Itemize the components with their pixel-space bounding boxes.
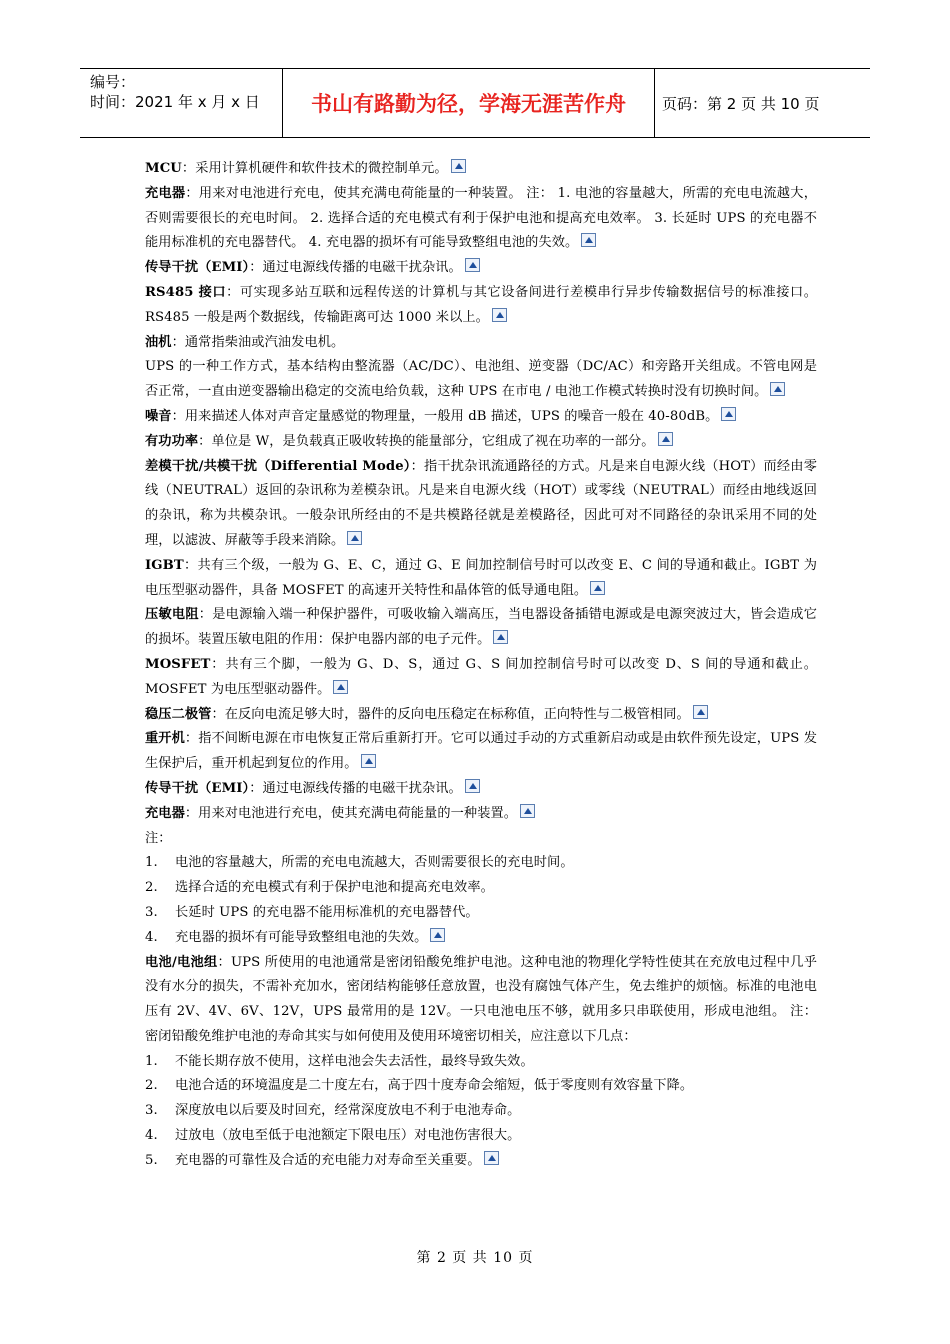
list-item bbox=[145, 1099, 817, 1124]
glossary-entry bbox=[145, 281, 817, 331]
up-arrow-icon[interactable] bbox=[590, 581, 605, 595]
list-number: 1. bbox=[145, 1053, 158, 1069]
glossary-term: RS485 接口 bbox=[145, 284, 227, 300]
up-arrow-icon[interactable] bbox=[658, 432, 673, 446]
list-item bbox=[145, 851, 817, 876]
up-arrow-icon[interactable] bbox=[484, 1151, 499, 1165]
glossary-entry bbox=[145, 653, 817, 703]
list-number: 4. bbox=[145, 1128, 158, 1144]
list-text: 电池的容量越大，所需的充电电流越大，否则需要很长的充电时间。 bbox=[175, 855, 574, 871]
list-text: 充电器的可靠性及合适的充电能力对寿命至关重要。 bbox=[175, 1152, 481, 1168]
list-item bbox=[145, 1050, 817, 1075]
glossary-entry bbox=[145, 331, 817, 356]
glossary-entry bbox=[145, 727, 817, 777]
glossary-entry bbox=[145, 430, 817, 455]
up-arrow-icon[interactable] bbox=[721, 407, 736, 421]
glossary-term: 充电器 bbox=[145, 805, 185, 821]
glossary-term: 传导干扰（EMI） bbox=[145, 260, 250, 276]
up-arrow-icon[interactable] bbox=[770, 382, 785, 396]
document-number-label: 编号： bbox=[90, 73, 136, 91]
list-number: 3. bbox=[145, 904, 158, 920]
glossary-definition: ：用来对电池进行充电，使其充满电荷能量的一种装置。 bbox=[184, 805, 518, 821]
list-text: 过放电（放电至低于电池额定下限电压）对电池伤害很大。 bbox=[175, 1128, 521, 1144]
list-number: 2. bbox=[145, 1078, 158, 1094]
glossary-term: 传导干扰（EMI） bbox=[145, 780, 250, 796]
glossary-entry-battery bbox=[145, 951, 817, 1050]
list-item bbox=[145, 1149, 817, 1174]
glossary-term: 压敏电阻 bbox=[145, 607, 199, 623]
glossary-entry bbox=[145, 355, 817, 405]
list-text: 电池合适的环境温度是二十度左右，高于四十度寿命会缩短，低于零度则有效容量下降。 bbox=[175, 1078, 694, 1094]
up-arrow-icon[interactable] bbox=[465, 258, 480, 272]
header-page-info: 页码：第 2 页 共 10 页 bbox=[662, 94, 820, 113]
list-number: 5. bbox=[145, 1152, 158, 1168]
document-body bbox=[145, 157, 817, 1174]
glossary-entry bbox=[145, 256, 817, 281]
document-date: 时间：2021 年 x 月 x 日 bbox=[90, 93, 260, 111]
glossary-definition: ：通过电源线传播的电磁干扰杂讯。 bbox=[249, 780, 462, 796]
glossary-term: 噪音 bbox=[145, 408, 172, 424]
glossary-entry bbox=[145, 182, 817, 256]
glossary-definition: ：是电源输入端一种保护器件，可吸收输入端高压，当电器设备插错电源或是电源突波过大，皆会造成它的损坏。装置压敏电阻的作用：保护电器内部的电子元件。 bbox=[145, 607, 817, 648]
up-arrow-icon[interactable] bbox=[520, 804, 535, 818]
glossary-term: 重开机 bbox=[145, 731, 185, 747]
header-meta bbox=[80, 69, 283, 137]
up-arrow-icon[interactable] bbox=[465, 779, 480, 793]
list-text: 深度放电以后要及时回充，经常深度放电不利于电池寿命。 bbox=[175, 1103, 521, 1119]
glossary-entry bbox=[145, 554, 817, 604]
glossary-entry bbox=[145, 703, 817, 728]
glossary-definition: ：采用计算机硬件和软件技术的微控制单元。 bbox=[181, 161, 448, 176]
glossary-definition: ：通常指柴油或汽油发电机。 bbox=[171, 334, 345, 350]
glossary-definition: ：指不间断电源在市电恢复正常后重新打开。它可以通过手动的方式重新启动或是由软件预先设定，UPS 发生保护后，重开机起到复位的作用。 bbox=[145, 731, 817, 772]
list-item bbox=[145, 1124, 817, 1149]
up-arrow-icon[interactable] bbox=[451, 159, 466, 173]
page-header bbox=[80, 68, 870, 138]
glossary-term: 电池/电池组 bbox=[145, 954, 218, 970]
up-arrow-icon[interactable] bbox=[333, 680, 348, 694]
glossary-definition: ：共有三个级，一般为 G、E、C，通过 G、E 间加控制信号时可以改变 E、C 间的导通和截止。IGBT 为电压型驱动器件，具备 MOSFET 的高速开关特性和晶体管的低导通电阻。 bbox=[145, 557, 817, 598]
header-motto: 书山有路勤为径，学海无涯苦作舟 bbox=[283, 69, 655, 137]
glossary-definition: ：在反向电流足够大时，器件的反向电压稳定在标称值，正向特性与二极管相同。 bbox=[211, 706, 690, 722]
glossary-term: 差模干扰/共模干扰（Differential Mode） bbox=[145, 458, 411, 474]
up-arrow-icon[interactable] bbox=[347, 531, 362, 545]
glossary-term: 油机 bbox=[145, 334, 172, 350]
glossary-term: 有功功率 bbox=[145, 433, 199, 449]
up-arrow-icon[interactable] bbox=[493, 630, 508, 644]
up-arrow-icon[interactable] bbox=[581, 233, 596, 247]
glossary-definition: UPS 的一种工作方式，基本结构由整流器（AC/DC）、电池组、逆变器（DC/AC）和旁路开关组成。不管电网是否正常，一直由逆变器输出稳定的交流电给负载，这种 UPS 在市电 / 电池工作模式转换时没有切换时间。 bbox=[145, 359, 817, 400]
list-text: 不能长期存放不使用，这样电池会失去活性，最终导致失效。 bbox=[175, 1053, 534, 1069]
glossary-definition: ：可实现多站互联和远程传送的计算机与其它设备间进行差模串行异步传输数据信号的标准接口。RS485 一般是两个数据线，传输距离可达 1000 米以上。 bbox=[145, 284, 817, 325]
list-item bbox=[145, 1074, 817, 1099]
glossary-definition: ：通过电源线传播的电磁干扰杂讯。 bbox=[249, 260, 462, 276]
glossary-entry bbox=[145, 802, 817, 827]
up-arrow-icon[interactable] bbox=[693, 705, 708, 719]
glossary-term: 稳压二极管 bbox=[145, 706, 212, 722]
glossary-term: MOSFET bbox=[145, 656, 211, 672]
list-number: 4. bbox=[145, 929, 158, 945]
glossary-entry bbox=[145, 157, 817, 182]
glossary-term: 充电器 bbox=[145, 185, 186, 201]
glossary-entry bbox=[145, 603, 817, 653]
glossary-definition: ：用来描述人体对声音定量感觉的物理量，一般用 dB 描述，UPS 的噪音一般在 40-80dB。 bbox=[171, 408, 719, 424]
list-number: 3. bbox=[145, 1103, 158, 1119]
list-number: 2. bbox=[145, 880, 158, 896]
page-footer: 第 2 页 共 10 页 bbox=[416, 1250, 534, 1266]
glossary-term: MCU bbox=[145, 161, 182, 176]
list-item bbox=[145, 901, 817, 926]
list-text: 选择合适的充电模式有利于保护电池和提高充电效率。 bbox=[175, 880, 494, 896]
list-text: 充电器的损坏有可能导致整组电池的失效。 bbox=[175, 929, 428, 945]
glossary-definition: ：共有三个脚，一般为 G、D、S，通过 G、S 间加控制信号时可以改变 D、S 间的导通和截止。MOSFET 为电压型驱动器件。 bbox=[145, 656, 817, 697]
up-arrow-icon[interactable] bbox=[430, 928, 445, 942]
list-item bbox=[145, 876, 817, 901]
glossary-entry bbox=[145, 405, 817, 430]
notes-label: 注： bbox=[145, 830, 172, 846]
glossary-definition: ：指干扰杂讯流通路径的方式。凡是来自电源火线（HOT）而经由零线（NEUTRAL）返回的杂讯称为差模杂讯。凡是来自电源火线（HOT）或零线（NEUTRAL）而经由地线返回的杂讯，称为共模杂讯。一般杂讯所经由的不是共模路径就是差模路径，因此可对不同路径的杂讯采用不同的处理，以滤波、屏蔽等手段来消除。 bbox=[145, 458, 817, 548]
glossary-definition: ：单位是 W，是负载真正吸收转换的能量部分，它组成了视在功率的一部分。 bbox=[198, 433, 655, 449]
glossary-definition: ：UPS 所使用的电池通常是密闭铅酸免维护电池。这种电池的物理化学特性使其在充放电过程中几乎没有水分的损失，不需补充加水，密闭结构能够任意放置，也没有腐蚀气体产生，免去维护的烦恼。标准的电池电压有 2V、4V、6V、12V，UPS 最常用的是 12V。一只电池电压不够，就用多只串联使用，形成电池组。 注：密闭铅酸免维护电池的寿命其实与如何使用及使用环境密切相关，应注意以下几点： bbox=[145, 954, 818, 1044]
glossary-entry bbox=[145, 777, 817, 802]
up-arrow-icon[interactable] bbox=[492, 308, 507, 322]
list-item bbox=[145, 926, 817, 951]
glossary-term: IGBT bbox=[145, 557, 184, 573]
glossary-definition: ：用来对电池进行充电，使其充满电荷能量的一种装置。 注： 1. 电池的容量越大，所需的充电电流越大，否则需要很长的充电时间。 2. 选择合适的充电模式有利于保护电池和提高充电效率。 3. 长延时 UPS 的充电器不能用标准机的充电器替代。 4. 充电器的损坏有可能导致整组电池的失效。 bbox=[145, 185, 817, 251]
up-arrow-icon[interactable] bbox=[361, 754, 376, 768]
list-text: 长延时 UPS 的充电器不能用标准机的充电器替代。 bbox=[175, 904, 479, 920]
glossary-entry bbox=[145, 455, 817, 554]
list-number: 1. bbox=[145, 855, 158, 871]
